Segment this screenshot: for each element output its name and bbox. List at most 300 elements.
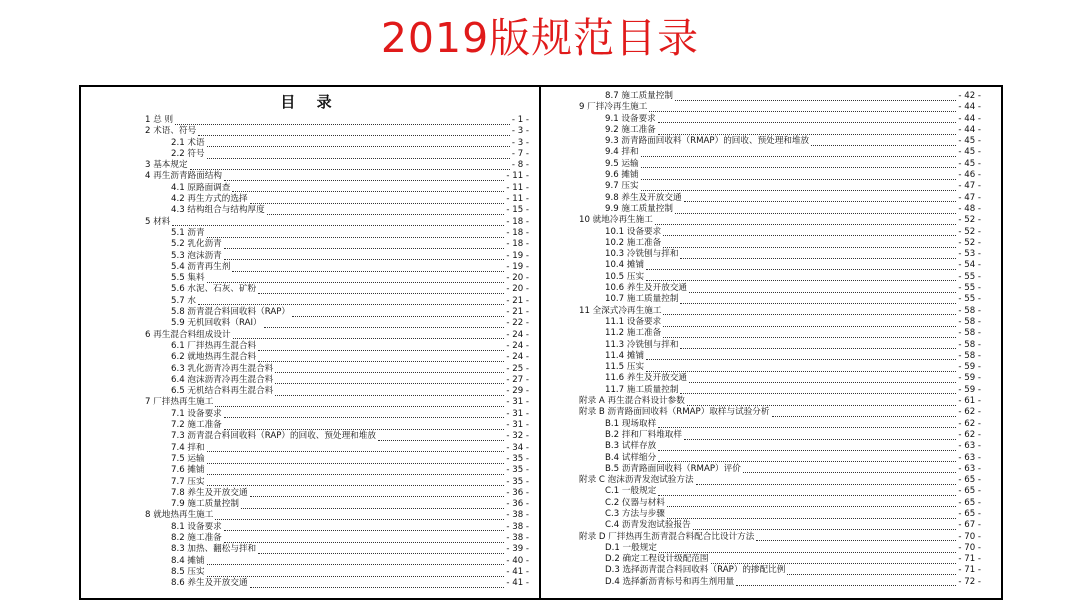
toc-entry-page: - 53 - (958, 249, 981, 260)
toc-entry (541, 215, 1001, 226)
toc-entry-page: - 3 - (511, 126, 529, 137)
toc-entry-title: 11.1 设备要求 (605, 316, 662, 327)
toc-entry-title: 5.5 集料 (171, 273, 205, 284)
toc-entry-title: 7.9 施工质量控制 (171, 499, 239, 510)
toc-entry-page: - 62 - (958, 407, 981, 418)
dot-leader (684, 438, 956, 440)
dot-leader (207, 236, 505, 238)
toc-entry-page: - 65 - (958, 486, 981, 497)
toc-entry (541, 520, 1001, 531)
toc-entry-title: 11.7 施工质量控制 (605, 384, 679, 395)
toc-entry-title: 5.2 乳化沥青 (171, 239, 222, 250)
toc-entry-page: - 39 - (506, 544, 529, 555)
toc-entry-page: - 45 - (958, 136, 981, 147)
toc-entry-title: 10.6 养生及开放交通 (605, 283, 688, 294)
toc-entry (541, 565, 1001, 576)
toc-entry-page: - 41 - (506, 578, 529, 589)
dot-leader (641, 155, 957, 157)
toc-entry (81, 149, 539, 160)
toc-entry-page: - 25 - (506, 363, 529, 374)
toc-entry-page: - 63 - (958, 441, 981, 452)
toc-entry (81, 556, 539, 567)
toc-entry-page: - 63 - (958, 452, 981, 463)
toc-entry (541, 385, 1001, 396)
toc-entry-title: 3 基本规定 (145, 160, 188, 171)
dot-leader (378, 439, 504, 441)
toc-entry (81, 578, 539, 589)
dot-leader (641, 189, 957, 191)
toc-entry-page: - 20 - (506, 273, 529, 284)
toc-entry (541, 362, 1001, 373)
toc-entry-title: 6.4 泡沫沥青冷再生混合料 (171, 374, 274, 385)
toc-entry (541, 407, 1001, 418)
toc-entry (541, 351, 1001, 362)
toc-entry (81, 160, 539, 171)
toc-entry-title: 7.5 运输 (171, 453, 205, 464)
toc-entry-page: - 45 - (958, 147, 981, 158)
toc-entry-title: 5 材料 (145, 216, 171, 227)
dot-leader (215, 518, 504, 520)
toc-entry-page: - 15 - (506, 205, 529, 216)
toc-entry (541, 159, 1001, 170)
toc-entry-title: 2 术语、符号 (145, 126, 197, 137)
toc-entry (541, 396, 1001, 407)
dot-leader (207, 484, 505, 486)
toc-entry-title: 9.7 压实 (605, 181, 639, 192)
toc-entry-page: - 48 - (958, 203, 981, 214)
toc-entry-title: 4 再生沥青路面结构 (145, 171, 222, 182)
toc-entry (81, 465, 539, 476)
toc-entry-page: - 24 - (506, 329, 529, 340)
toc-entry-title: 10.5 压实 (605, 271, 645, 282)
toc-entry (541, 136, 1001, 147)
toc-entry (541, 498, 1001, 509)
dot-leader (224, 529, 505, 531)
toc-entry-title: 10 就地冷再生施工 (579, 215, 653, 226)
toc-entry-page: - 18 - (506, 239, 529, 250)
dot-leader (689, 381, 956, 383)
toc-entry-page: - 55 - (958, 294, 981, 305)
dot-leader (275, 382, 504, 384)
toc-entry-page: - 20 - (506, 284, 529, 295)
toc-entry-title: 8 就地热再生施工 (145, 510, 214, 521)
toc-entry-title: 6.2 就地热再生混合料 (171, 352, 257, 363)
toc-entry-title: 9.3 沥青路面回收料（RMAP）的回收、预处理和堆放 (605, 136, 810, 147)
dot-leader (646, 268, 956, 270)
toc-entry (81, 477, 539, 488)
toc-entry-page: - 52 - (958, 215, 981, 226)
toc-entry-page: - 71 - (958, 565, 981, 576)
dot-leader (655, 223, 957, 225)
dot-leader (658, 133, 957, 135)
toc-entry-page: - 70 - (958, 531, 981, 542)
toc-entry (81, 420, 539, 431)
toc-entry (81, 510, 539, 521)
toc-entry-title: D.1 一般规定 (605, 542, 657, 553)
toc-entry-page: - 22 - (506, 318, 529, 329)
toc-entry-page: - 41 - (506, 566, 529, 577)
dot-leader (663, 325, 956, 327)
toc-entry (81, 386, 539, 397)
toc-entry-title: 9.5 运输 (605, 158, 639, 169)
toc-entry (541, 340, 1001, 351)
dot-leader (641, 178, 957, 180)
dot-leader (663, 313, 956, 315)
dot-leader (646, 370, 956, 372)
dot-leader (250, 202, 505, 204)
dot-leader (787, 573, 956, 575)
toc-list-right (541, 91, 1001, 588)
toc-entry (541, 227, 1001, 238)
toc-entry-page: - 59 - (958, 373, 981, 384)
toc-entry (81, 284, 539, 295)
toc-entry-title: 9.4 拌和 (605, 147, 639, 158)
toc-entry-page: - 52 - (958, 226, 981, 237)
toc-entry (541, 543, 1001, 554)
toc-entry (81, 239, 539, 250)
toc-list-left (81, 115, 539, 589)
toc-entry-page: - 65 - (958, 475, 981, 486)
toc-entry (541, 453, 1001, 464)
toc-entry-title: B.5 沥青路面回收料（RMAP）评价 (605, 463, 741, 474)
toc-entry-title: 6.1 厂拌热再生混合料 (171, 340, 257, 351)
toc-entry-title: 附录 D 厂拌热再生沥青混合料配合比设计方法 (579, 531, 755, 542)
toc-entry-title: 5.7 水 (171, 295, 196, 306)
toc-entry (541, 554, 1001, 565)
toc-entry-title: 5.6 水泥、石灰、矿粉 (171, 284, 257, 295)
dot-leader (207, 575, 505, 577)
toc-entry-page: - 32 - (506, 431, 529, 442)
toc-entry-page: - 35 - (506, 453, 529, 464)
toc-entry (81, 115, 539, 126)
toc-entry-page: - 47 - (958, 192, 981, 203)
toc-entry (81, 431, 539, 442)
toc-entry-title: 2.2 符号 (171, 148, 205, 159)
toc-entry-title: 9.2 施工准备 (605, 124, 656, 135)
dot-leader (250, 495, 505, 497)
dot-leader (258, 360, 504, 362)
dot-leader (250, 586, 505, 588)
dot-leader (264, 326, 505, 328)
dot-leader (658, 494, 956, 496)
toc-entry (81, 375, 539, 386)
slide-title: 2019版规范目录 (380, 14, 700, 62)
dot-leader (675, 212, 956, 214)
dot-leader (224, 428, 505, 430)
dot-leader (641, 166, 957, 168)
toc-entry-page: - 31 - (506, 420, 529, 431)
toc-entry-page: - 31 - (506, 408, 529, 419)
toc-entry (81, 273, 539, 284)
dot-leader (658, 121, 957, 123)
toc-entry-page: - 52 - (958, 237, 981, 248)
toc-entry-title: 6 再生混合料组成设计 (145, 329, 231, 340)
toc-entry (81, 171, 539, 182)
dot-leader (207, 281, 505, 283)
toc-entry (541, 147, 1001, 158)
toc-entry (541, 125, 1001, 136)
toc-entry-page: - 67 - (958, 520, 981, 531)
toc-entry (541, 238, 1001, 249)
toc-entry-title: 11.4 摊铺 (605, 350, 645, 361)
toc-entry-title: 8.1 设备要求 (171, 521, 222, 532)
toc-entry (81, 138, 539, 149)
toc-entry-title: 10.3 冷铣刨与拌和 (605, 249, 679, 260)
toc-page-right (539, 85, 1003, 600)
toc-entry (541, 283, 1001, 294)
dot-leader (224, 258, 505, 260)
dot-leader (756, 539, 956, 541)
toc-entry (81, 364, 539, 375)
toc-entry-page: - 8 - (511, 160, 529, 171)
toc-entry-page: - 58 - (958, 305, 981, 316)
toc-entry-title: 8.4 摊铺 (171, 555, 205, 566)
dot-leader (190, 168, 510, 170)
toc-entry-page: - 31 - (506, 397, 529, 408)
dot-leader (811, 144, 956, 146)
toc-entry-title: 11.3 冷铣刨与拌和 (605, 339, 679, 350)
toc-entry-title: 7.4 拌和 (171, 442, 205, 453)
toc-entry-page: - 44 - (958, 113, 981, 124)
toc-entry (81, 194, 539, 205)
dot-leader (658, 460, 956, 462)
toc-entry-title: 5.3 泡沫沥青 (171, 250, 222, 261)
dot-leader (696, 483, 957, 485)
toc-entry-title: 附录 C 泡沫沥青发泡试验方法 (579, 475, 694, 486)
toc-entry (541, 249, 1001, 260)
toc-entry-page: - 58 - (958, 339, 981, 350)
toc-entry-title: 8.3 加热、翻松与拌和 (171, 544, 257, 555)
dot-leader (224, 247, 505, 249)
toc-entry-page: - 34 - (506, 442, 529, 453)
toc-entry-page: - 18 - (506, 227, 529, 238)
toc-entry-page: - 11 - (506, 171, 529, 182)
dot-leader (224, 416, 505, 418)
toc-entry-title: B.3 试样存放 (605, 441, 657, 452)
toc-entry (81, 307, 539, 318)
dot-leader (267, 213, 505, 215)
toc-entry (541, 260, 1001, 271)
dot-leader (207, 462, 505, 464)
toc-entry-title: 6.5 无机结合料再生混合料 (171, 386, 274, 397)
dot-leader (659, 551, 956, 553)
toc-page-left (79, 85, 541, 600)
toc-entry-page: - 11 - (506, 194, 529, 205)
toc-entry-title: 9.9 施工质量控制 (605, 203, 673, 214)
dot-leader (663, 336, 956, 338)
toc-entry (541, 441, 1001, 452)
dot-leader (663, 234, 956, 236)
dot-leader (207, 145, 510, 147)
toc-entry-page: - 38 - (506, 521, 529, 532)
dot-leader (649, 110, 956, 112)
dot-leader (224, 179, 504, 181)
toc-entry-title: 附录 B 沥青路面回收料（RMAP）取样与试验分析 (579, 407, 770, 418)
toc-entry-title: C.3 方法与步骤 (605, 508, 665, 519)
dot-leader (667, 517, 956, 519)
toc-entry-page: - 65 - (958, 508, 981, 519)
toc-entry (81, 341, 539, 352)
dot-leader (680, 347, 956, 349)
dot-leader (772, 415, 957, 417)
toc-entry (541, 328, 1001, 339)
toc-entry-page: - 61 - (958, 396, 981, 407)
toc-entry-page: - 47 - (958, 181, 981, 192)
toc-entry (81, 330, 539, 341)
toc-entry (541, 181, 1001, 192)
toc-entry (541, 204, 1001, 215)
dot-leader (215, 405, 504, 407)
toc-entry-title: B.1 现场取样 (605, 418, 657, 429)
toc-entry-page: - 58 - (958, 316, 981, 327)
toc-entry-title: 8.2 施工准备 (171, 532, 222, 543)
toc-entry-page: - 71 - (958, 554, 981, 565)
toc-entry-page: - 55 - (958, 271, 981, 282)
toc-entry (81, 533, 539, 544)
dot-leader (743, 471, 957, 473)
toc-entry (541, 294, 1001, 305)
toc-entry-page: - 44 - (958, 102, 981, 113)
toc-entry-title: 6.3 乳化沥青冷再生混合料 (171, 363, 274, 374)
dot-leader (224, 541, 505, 543)
toc-entry (81, 126, 539, 137)
toc-entry (541, 509, 1001, 520)
toc-entry-title: 11.5 压实 (605, 362, 645, 373)
toc-entry-title: 11.2 施工准备 (605, 328, 662, 339)
dot-leader (172, 224, 504, 226)
toc-entry-title: D.4 选择新沥青标号和再生剂用量 (605, 576, 735, 587)
dot-leader (198, 134, 510, 136)
dot-leader (258, 552, 504, 554)
dot-leader (275, 394, 504, 396)
toc-entry-title: 7.7 压实 (171, 476, 205, 487)
toc-entry-page: - 21 - (506, 295, 529, 306)
toc-entry-page: - 59 - (958, 362, 981, 373)
toc-entry (81, 499, 539, 510)
dot-leader (680, 257, 956, 259)
toc-entry-title: 9 厂拌冷再生施工 (579, 102, 648, 113)
dot-leader (658, 449, 956, 451)
toc-entry (81, 567, 539, 578)
toc-entry (81, 544, 539, 555)
toc-entry (541, 577, 1001, 588)
toc-entry-title: 10.1 设备要求 (605, 226, 662, 237)
dot-leader (258, 349, 504, 351)
dot-leader (207, 563, 505, 565)
toc-entry-page: - 42 - (958, 91, 981, 101)
toc-entry-title: 10.2 施工准备 (605, 237, 662, 248)
toc-entry-page: - 24 - (506, 352, 529, 363)
toc-entry-title: D.3 选择沥青混合料回收料（RAP）的掺配比例 (605, 565, 786, 576)
dot-leader (175, 123, 510, 125)
toc-entry-title: 7.2 施工准备 (171, 420, 222, 431)
dot-leader (233, 337, 505, 339)
toc-entry (541, 306, 1001, 317)
toc-entry (81, 454, 539, 465)
toc-entry (541, 272, 1001, 283)
toc-entry-title: B.2 拌和厂料堆取样 (605, 429, 682, 440)
toc-entry-title: 4.3 结构组合与结构厚度 (171, 205, 265, 216)
toc-entry-title: 1 总 则 (145, 115, 174, 125)
toc-entry-page: - 62 - (958, 429, 981, 440)
toc-entry (541, 193, 1001, 204)
toc-entry-page: - 44 - (958, 124, 981, 135)
toc-entry-page: - 46 - (958, 170, 981, 181)
toc-entry-page: - 24 - (506, 340, 529, 351)
toc-entry-page: - 40 - (506, 555, 529, 566)
toc-entry-page: - 35 - (506, 476, 529, 487)
toc-entry (81, 183, 539, 194)
dot-leader (207, 450, 505, 452)
toc-entry-page: - 3 - (511, 137, 529, 148)
toc-entry-title: 7.1 设备要求 (171, 408, 222, 419)
toc-entry (81, 522, 539, 533)
toc-entry-title: 2.1 术语 (171, 137, 205, 148)
toc-entry (541, 532, 1001, 543)
toc-entry (81, 296, 539, 307)
toc-entry-page: - 27 - (506, 374, 529, 385)
toc-entry-page: - 7 - (511, 148, 529, 159)
toc-entry-page: - 29 - (506, 386, 529, 397)
toc-entry-page: - 36 - (506, 487, 529, 498)
toc-entry-title: C.1 一般规定 (605, 486, 657, 497)
toc-entry (81, 352, 539, 363)
toc-entry-page: - 72 - (958, 576, 981, 587)
toc-entry-title: 7 厂拌热再生施工 (145, 397, 214, 408)
toc-entry-page: - 45 - (958, 158, 981, 169)
toc-entry-title: 9.1 设备要求 (605, 113, 656, 124)
toc-entry-title: 7.3 沥青混合料回收料（RAP）的回收、预处理和堆放 (171, 431, 376, 442)
dot-leader (736, 584, 956, 586)
toc-entry-page: - 54 - (958, 260, 981, 271)
toc-entry (541, 464, 1001, 475)
toc-entry (541, 91, 1001, 102)
toc-entry-page: - 38 - (506, 510, 529, 521)
toc-entry (81, 443, 539, 454)
dot-leader (198, 303, 504, 305)
toc-entry-title: 5.4 沥青再生剂 (171, 261, 231, 272)
toc-entry-page: - 59 - (958, 384, 981, 395)
dot-leader (646, 279, 956, 281)
dot-leader (675, 99, 956, 101)
toc-entry-title: 8.5 压实 (171, 566, 205, 577)
toc-entry-title: 5.1 沥青 (171, 227, 205, 238)
toc-entry (81, 251, 539, 262)
toc-entry (541, 430, 1001, 441)
toc-entry-page: - 58 - (958, 350, 981, 361)
toc-entry-title: 11 全深式冷再生施工 (579, 305, 662, 316)
toc-entry-page: - 63 - (958, 463, 981, 474)
toc-entry-title: 附录 A 再生混合料设计参数 (579, 396, 685, 407)
toc-entry-title: 10.4 摊铺 (605, 260, 645, 271)
dot-leader (687, 404, 957, 406)
dot-leader (646, 358, 956, 360)
toc-entry (81, 397, 539, 408)
toc-entry-title: 9.6 摊铺 (605, 170, 639, 181)
toc-entry (81, 217, 539, 228)
toc-heading: 目 录 (280, 93, 340, 111)
toc-entry-title: 8.7 施工质量控制 (605, 91, 673, 101)
toc-entry (81, 228, 539, 239)
toc-entry-page: - 18 - (506, 216, 529, 227)
toc-entry (541, 419, 1001, 430)
toc-entry (541, 475, 1001, 486)
dot-leader (258, 292, 504, 294)
dot-leader (667, 505, 956, 507)
toc-entry-title: C.2 仪器与材料 (605, 497, 665, 508)
toc-entry (81, 318, 539, 329)
toc-entry-title: 8.6 养生及开放交通 (171, 578, 248, 589)
